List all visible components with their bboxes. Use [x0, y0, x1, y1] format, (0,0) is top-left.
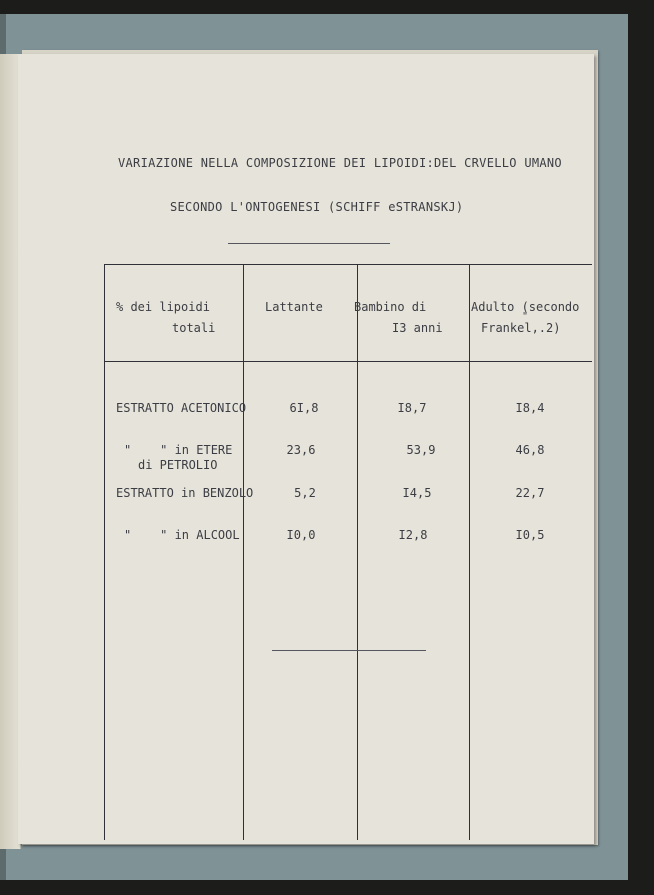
row-value-adulto: I0,5: [515, 528, 545, 542]
row-value-bambino: I2,8: [398, 528, 428, 542]
row-label-line2: di PETROLIO: [138, 458, 218, 472]
document-title-line-1: VARIAZIONE NELLA COMPOSIZIONE DEI LIPOIDI:DEL CRVELLO UMANO: [118, 156, 562, 170]
footer-separator: [272, 650, 426, 651]
row-value-bambino: 53,9: [406, 443, 436, 457]
header-lipoidi-line2: totali: [172, 321, 216, 335]
header-bambino-line2: I3 anni: [392, 321, 443, 335]
row-label: ESTRATTO ACETONICO: [116, 401, 247, 415]
row-value-bambino: I8,7: [397, 401, 427, 415]
table-left-border: [104, 264, 105, 840]
title-separator: [228, 243, 390, 244]
header-bambino: Bambino di: [354, 300, 427, 314]
table-col-divider-3: [469, 264, 470, 840]
row-label: " " in ETERE: [124, 443, 233, 457]
row-value-lattante: 6I,8: [289, 401, 319, 415]
row-value-bambino: I4,5: [402, 486, 432, 500]
row-value-lattante: 23,6: [286, 443, 316, 457]
table-top-rule: [104, 264, 592, 265]
header-lipoidi: % dei lipoidi: [116, 300, 210, 314]
table-col-divider-1: [243, 264, 244, 840]
row-value-adulto: 22,7: [515, 486, 545, 500]
header-adulto-line2: Frankel,.2): [481, 321, 561, 335]
row-value-lattante: 5,2: [294, 486, 316, 500]
header-adulto-ditto: ": [522, 311, 529, 322]
header-adulto: Adulto (secondo: [471, 300, 580, 314]
row-value-adulto: I8,4: [515, 401, 545, 415]
row-value-lattante: I0,0: [286, 528, 316, 542]
document-title-line-2: SECONDO L'ONTOGENESI (SCHIFF eSTRANSKJ): [170, 200, 464, 214]
row-label: ESTRATTO in BENZOLO: [116, 486, 254, 500]
header-lattante: Lattante: [265, 300, 323, 314]
row-value-adulto: 46,8: [515, 443, 545, 457]
row-label: " " in ALCOOL: [124, 528, 240, 542]
table-col-divider-2: [357, 264, 358, 840]
table-header-rule: [104, 361, 592, 362]
